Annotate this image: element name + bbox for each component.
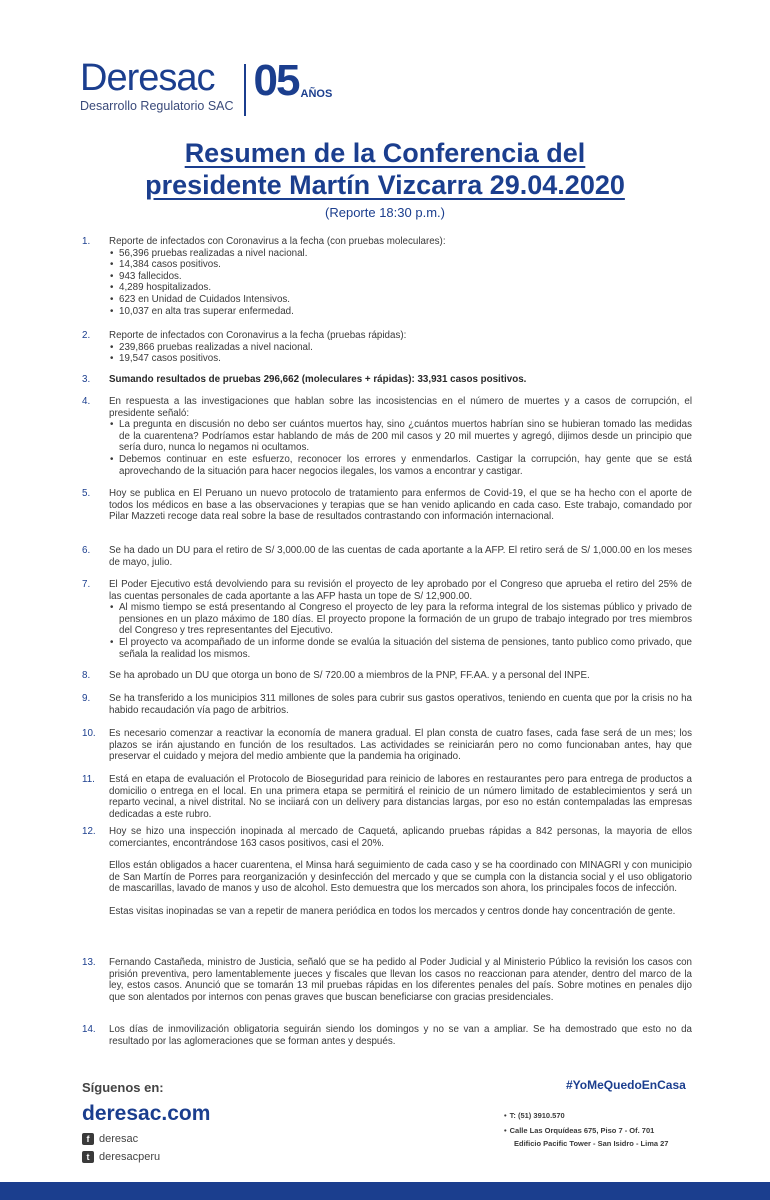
list-item [82, 579, 692, 660]
item-number: 14. [82, 1024, 96, 1035]
item-paragraph: Ellos están obligados a hacer cuarentena, el Minsa hará seguimiento de cada caso y se ha coordinado con MINAGRI y con municipio de San Martín de Porres para reorganización y desinfección del mercado y que se cumpla con la distancia social y el uso obligatorio de mascarillas, lavado de manos y uso de alcohol. Esto demuestra que los mercados son ahora, los principales focos de infección. [109, 860, 692, 895]
twitter-handle: deresacperu [99, 1151, 161, 1163]
bullet-item: • Debemos continuar en este esfuerzo, reconocer los errores y enmendarlos. Castigar la corrupción, hay gente que se está aprovechando de la situación para hacer negocios ilegales, los vamos a encontrar y castigar. [109, 454, 692, 477]
title-line-1: Resumen de la Conferencia del [184, 138, 586, 168]
list-item [82, 488, 692, 523]
bullet-item: • 14,384 casos positivos. [109, 259, 692, 271]
contact-address-2: Edificio Pacific Tower - San Isidro - Lima 27 [514, 1139, 669, 1148]
item-paragraph: Estas visitas inopinadas se van a repetir de manera periódica en todos los mercados y centros donde hay concentración de gente. [109, 905, 676, 917]
list-item [82, 774, 692, 820]
bullet-item: • 56,396 pruebas realizadas a nivel nacional. [109, 248, 692, 260]
list-item [82, 693, 692, 716]
item-text: El Poder Ejecutivo está devolviendo para su revisión el proyecto de ley aprobado por el Congreso que aprueba el retiro del 25% de las cuentas personales de cada aportante a las AFP hasta un tope de S/ 12,900.00. [109, 579, 692, 602]
list-item [82, 396, 692, 477]
list-item [82, 374, 692, 386]
item-number: 9. [82, 693, 91, 704]
list-item [82, 1024, 692, 1047]
item-body [109, 693, 692, 716]
list-item [82, 728, 692, 763]
website-link[interactable]: deresac.com [82, 1102, 211, 1125]
item-number: 3. [82, 374, 91, 385]
item-number: 10. [82, 728, 96, 739]
twitter-link[interactable] [82, 1151, 160, 1163]
list-item [82, 545, 692, 568]
item-number: 12. [82, 826, 96, 837]
item-number: 1. [82, 236, 91, 247]
bullet-list [109, 248, 692, 318]
item-text: En respuesta a las investigaciones que hablan sobre las incosistencias en el número de muertes y a casos de corrupción, el presidente señaló: [109, 396, 692, 419]
item-body [109, 330, 692, 365]
item-text: Se ha dado un DU para el retiro de S/ 3,000.00 de las cuentas de cada aportante a la AFP. El retiro será de S/ 1,000.00 en los meses de mayo, julio. [109, 545, 692, 568]
title-line-2: presidente Martín Vizcarra 29.04.2020 [145, 170, 625, 200]
item-text: Reporte de infectados con Coronavirus a la fecha (pruebas rápidas): [109, 330, 407, 341]
report-time: (Reporte 18:30 p.m.) [325, 205, 445, 220]
item-body [109, 728, 692, 763]
bullet-item: • 943 fallecidos. [109, 271, 692, 283]
item-number: 11. [82, 774, 95, 785]
item-text: Reporte de infectados con Coronavirus a la fecha (con pruebas moleculares): [109, 236, 446, 247]
logo-subtitle: Desarrollo Regulatorio SAC [80, 99, 234, 113]
follow-label: Síguenos en: [82, 1080, 164, 1095]
item-text: Fernando Castañeda, ministro de Justicia, señaló que se ha pedido al Poder Judicial y al Ministerio Público la revisión los casos con prisión preventiva, pero lamentablemente jueces y fiscales que llevan los casos no reaccionan para atender, dentro del marco de la ley, estos casos. Anunció que se tomarán 13 mil pruebas rápidas en los diferentes penales del país. Sobre motines en penales dijo que son alentados por internos con penas graves que buscan beneficiarse con gracias presidenciales. [109, 957, 692, 1003]
item-number: 4. [82, 396, 91, 407]
facebook-icon: f [82, 1133, 94, 1145]
logo-name: Deresac [80, 57, 215, 99]
anniversary-number: 05 [253, 56, 299, 105]
hashtag: #YoMeQuedoEnCasa [566, 1078, 686, 1092]
item-body [109, 396, 692, 477]
item-body [109, 579, 692, 660]
item-text: Hoy se hizo una inspección inopinada al mercado de Caquetá, aplicando pruebas rápidas a 842 personas, la mayoria de ellos comerciantes, encontrándose 163 casos positivos, casi el 20%. [109, 826, 692, 849]
item-text: Los días de inmovilización obligatoria seguirán siendo los domingos y no se van a ampliar. Se ha demostrado que esto no da resultado por las aglomeraciones que se forman antes y después. [109, 1024, 692, 1047]
anniversary-label: AÑOS [300, 88, 333, 100]
contact-phone: • T: (51) 3910.570 [504, 1111, 565, 1120]
item-body [109, 236, 692, 317]
item-body [109, 826, 692, 918]
item-text: Se ha transferido a los municipios 311 millones de soles para cubrir sus gastos operativos, teniendo en cuenta que por la crisis no ha habido recaudación vía pago de arbitrios. [109, 693, 692, 716]
item-text: Se ha aprobado un DU que otorga un bono de S/ 720.00 a miembros de la PNP, FF.AA. y a personal del INPE. [109, 670, 590, 681]
item-text: Hoy se publica en El Peruano un nuevo protocolo de tratamiento para enfermos de Covid-19, el que se ha hecho con el aporte de todos los médicos en base a las observaciones y terapias que se han venido aplicando en cada caso. Este trabajo, comandado por Pilar Mazzeti recoge data real sobre la base de resultados contrastando con información internacional. [109, 488, 692, 523]
item-text: Es necesario comenzar a reactivar la economía de manera gradual. El plan consta de cuatro fases, cada fase será de un mes; los plazos se irán ajustando en función de los resultados. Las actividades se reiniciarán pero no como funcionaban antes, hay que preservar el cuidado y mejora del medio ambiente que la pandemia ha originado. [109, 728, 692, 763]
item-body [109, 488, 692, 523]
item-number: 8. [82, 670, 91, 681]
bullet-item: • 10,037 en alta tras superar enfermedad. [109, 306, 692, 318]
item-body [109, 545, 692, 568]
list-item [82, 236, 692, 317]
footer-bar [0, 1182, 770, 1200]
address-line-1: Calle Las Orquídeas 675, Piso 7 - Of. 701 [509, 1126, 655, 1135]
bullet-item: • 623 en Unidad de Cuidados Intensivos. [109, 294, 692, 306]
bullet-item: • La pregunta en discusión no debo ser cuántos muertos hay, sino ¿cuántos muertos habrían sino se hubieran tomado las medidas de la cuarentena? Podríamos estar hablando de más de 200 mil casos y 20 mil muertes y agregó, dijimos desde un principio que sería duro, nunca lo negamos ni ocultamos. [109, 419, 692, 454]
document-title [0, 137, 770, 201]
item-bold-text: Sumando resultados de pruebas 296,662 (moleculares + rápidas): 33,931 casos positivos. [109, 374, 527, 385]
bullet-list [109, 342, 692, 365]
facebook-link[interactable] [82, 1133, 138, 1145]
item-body [109, 1024, 692, 1047]
item-number: 2. [82, 330, 91, 341]
item-body [109, 374, 692, 386]
item-body [109, 957, 692, 1003]
item-number: 6. [82, 545, 91, 556]
facebook-handle: deresac [99, 1133, 139, 1145]
list-item [82, 826, 692, 918]
list-item [82, 330, 692, 365]
twitter-icon: t [82, 1151, 94, 1163]
item-number: 13. [82, 957, 96, 968]
phone-text: T: (51) 3910.570 [509, 1111, 565, 1120]
item-number: 7. [82, 579, 91, 590]
logo-divider [244, 64, 246, 116]
item-body [109, 774, 692, 820]
list-item [82, 957, 692, 1003]
item-number: 5. [82, 488, 91, 499]
bullet-item: • 239,866 pruebas realizadas a nivel nacional. [109, 342, 692, 354]
contact-address: • Calle Las Orquídeas 675, Piso 7 - Of. 701 [504, 1126, 655, 1135]
bullet-item: • 19,547 casos positivos. [109, 353, 692, 365]
bullet-item: • Al mismo tiempo se está presentando al Congreso el proyecto de ley para la reforma integral de los sistemas público y privado de pensiones en un plazo máximo de 180 días. El proyecto propone la formación de un grupo de trabajo integrado por tres miembros del Congreso y tres representantes del Ejecutivo. [109, 602, 692, 637]
bullet-list [109, 419, 692, 477]
list-item [82, 670, 692, 682]
item-body [109, 670, 692, 682]
bullet-item: • El proyecto va acompañado de un informe donde se evalúa la situación del sistema de pensiones, tanto publico como privado, que señala la realidad los mismos. [109, 637, 692, 660]
company-logo [80, 58, 332, 116]
item-text: Está en etapa de evaluación el Protocolo de Bioseguridad para reinicio de labores en restaurantes pero para entrega de productos a domicilio o entrega en el local. En una primera etapa se permitirá el reinicio de un número limitado de establecimientos y será un reparto vecinal, a nivel distrital. No se inciiará con un delivery para distancias largas, por eso no están contempaladas las empresas dedicadas a este rubro. [109, 774, 692, 820]
bullet-item: • 4,289 hospitalizados. [109, 282, 692, 294]
anniversary-badge [254, 58, 333, 104]
bullet-list [109, 602, 692, 660]
